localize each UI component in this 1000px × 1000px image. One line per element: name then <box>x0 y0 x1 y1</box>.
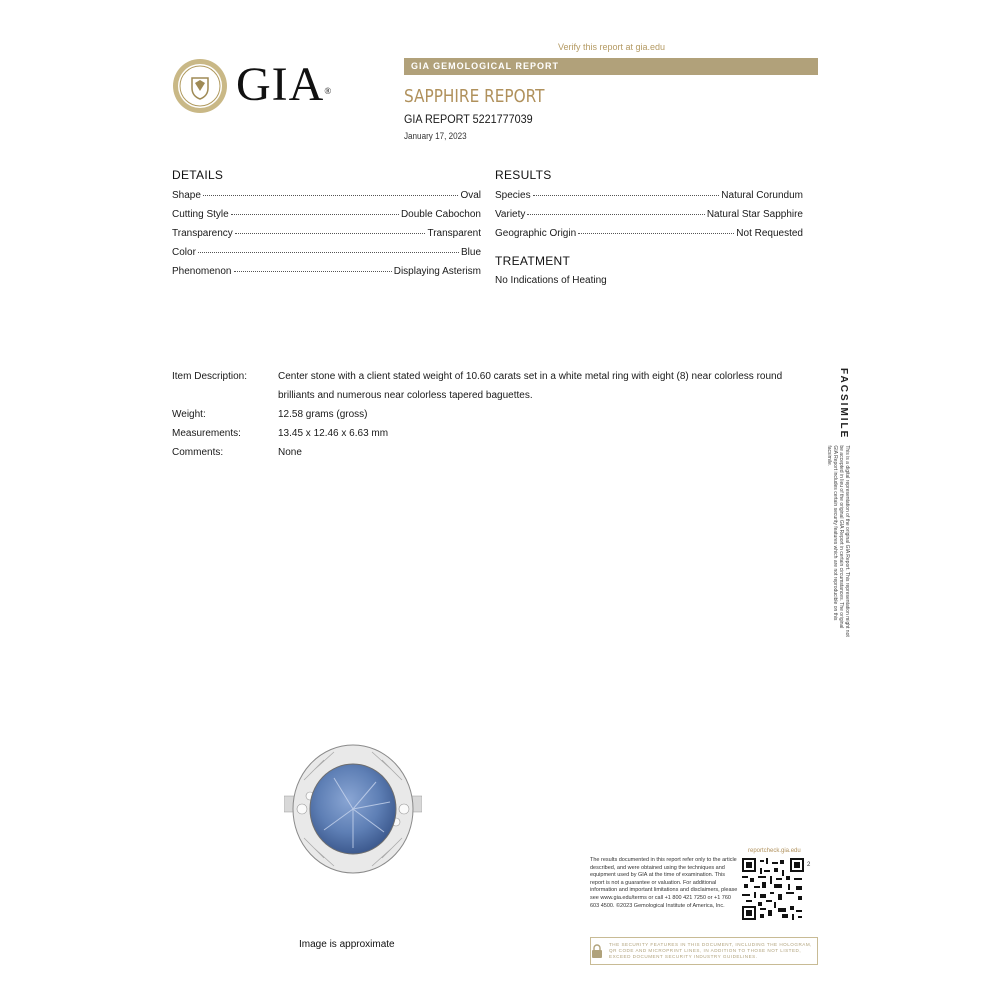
item-description-label: Item Description: <box>172 371 248 382</box>
gia-seal-icon <box>172 58 228 114</box>
lock-icon <box>591 938 603 964</box>
legal-disclaimer: The results documented in this report refer only to the article described, and were obtained using the techniques and equipment used by GIA at the time of examination. This report is not a guarantee or valuation. For additional information and important limitations and disclaimers, please see www.gia.edu/terms or call +1 800 421 7250 or +1 760 603 4500. ©2023 Gemological Institute of America, Inc. <box>590 857 738 909</box>
facsimile-text: This is a digital representation of the original GIA Report. This representation might not be accepted in lieu of the original GIA Report in certain circumstances. The original GIA Report includes certain security features which are not reproducible on this facsimile. <box>826 445 850 637</box>
item-description-value: Center stone with a client stated weight of 10.60 carats set in a white metal ring with eight (8) near colorless round brilliants and numerous near colorless tapered baguettes. <box>278 371 783 401</box>
facsimile-title: FACSIMILE <box>838 368 849 440</box>
details-title: DETAILS <box>172 168 224 182</box>
qr-code-icon[interactable] <box>742 858 804 920</box>
result-row: Species Natural Corundum <box>495 190 803 201</box>
detail-row: Phenomenon Displaying Asterism <box>172 266 481 277</box>
ring-image <box>284 740 422 878</box>
weight-value: 12.58 grams (gross) <box>278 409 368 420</box>
detail-row: Color Blue <box>172 247 481 258</box>
detail-row: Transparency Transparent <box>172 228 481 239</box>
detail-row: Cutting Style Double Cabochon <box>172 209 481 220</box>
security-text: THE SECURITY FEATURES IN THIS DOCUMENT, INCLUDING THE HOLOGRAM, QR CODE AND MICROPRINT LINES, IN ADDITION TO THOSE NOT LISTED, EXCEED DOCUMENT SECURITY INDUSTRY GUIDELINES. <box>609 942 812 959</box>
result-row: Geographic Origin Not Requested <box>495 228 803 239</box>
reportcheck-link[interactable]: reportcheck.gia.edu <box>748 848 801 854</box>
results-list <box>495 190 803 247</box>
qr-suffix: 2 <box>807 862 811 868</box>
detail-row: Shape Oval <box>172 190 481 201</box>
result-row: Variety Natural Star Sapphire <box>495 209 803 220</box>
comments-label: Comments: <box>172 447 224 458</box>
report-number: GIA REPORT 5221777039 <box>404 112 533 126</box>
comments-value: None <box>278 447 302 458</box>
verify-link[interactable]: Verify this report at gia.edu <box>558 42 666 52</box>
facsimile-notice <box>826 368 850 638</box>
report-date: January 17, 2023 <box>404 131 467 141</box>
image-caption: Image is approximate <box>299 939 395 950</box>
security-notice <box>590 937 818 965</box>
treatment-text: No Indications of Heating <box>495 275 607 286</box>
report-banner: GIA GEMOLOGICAL REPORT <box>404 58 818 75</box>
results-title: RESULTS <box>495 168 552 182</box>
item-info <box>172 367 804 462</box>
details-list <box>172 190 481 285</box>
measurements-label: Measurements: <box>172 428 241 439</box>
weight-label: Weight: <box>172 409 206 420</box>
treatment-title: TREATMENT <box>495 254 571 268</box>
gia-logo: GIA® <box>236 58 333 111</box>
report-title: SAPPHIRE REPORT <box>404 86 545 107</box>
measurements-value: 13.45 x 12.46 x 6.63 mm <box>278 428 389 439</box>
